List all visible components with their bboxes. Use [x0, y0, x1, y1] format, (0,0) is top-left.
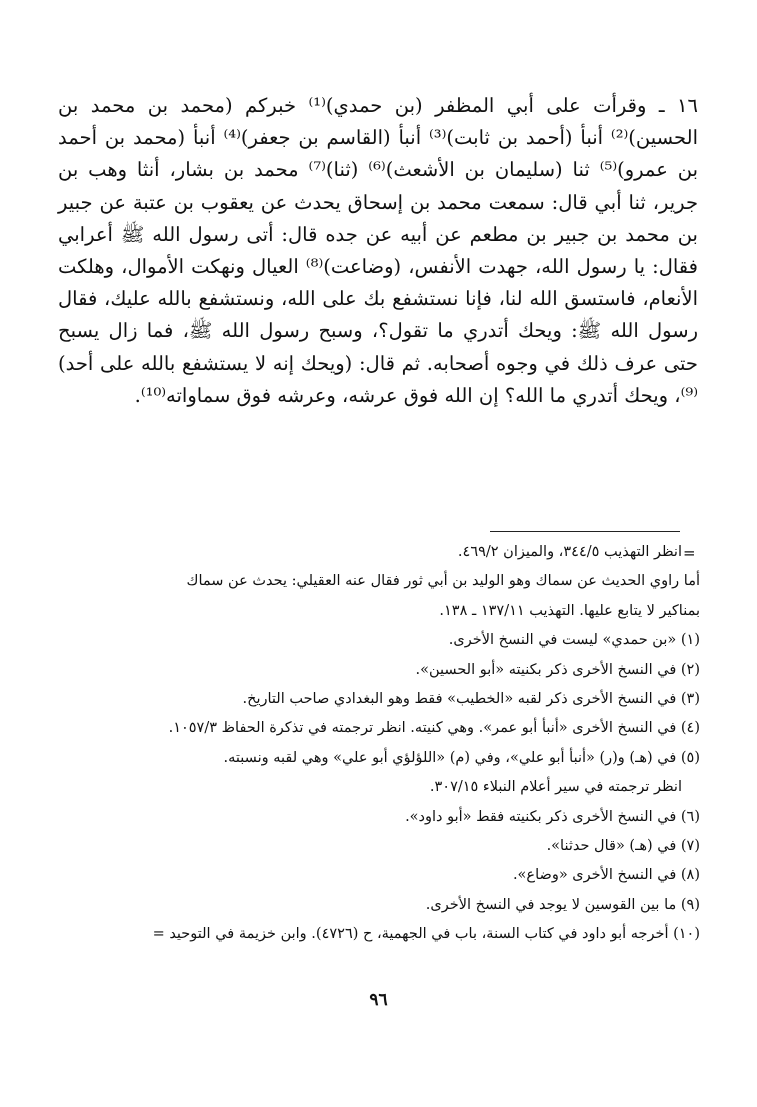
- footnote-5-continued: انظر ترجمته في سير أعلام النبلاء ٣٠٧/١٥.: [429, 779, 682, 796]
- footnote-10: (١٠) أخرجه أبو داود في كتاب السنة، باب في الجهمية، ح (٤٧٢٦). وابن خزيمة في التوحيد =: [152, 926, 700, 943]
- footnote-separator: [490, 531, 680, 532]
- footnote-5: (٥) في (هـ) و(ر) «أنبأ أبو علي»، وفي (م) «اللؤلؤي أبو علي» وهي لقبه ونسبته.: [223, 749, 700, 766]
- footnote-line: بمناكير لا يتابع عليها. التهذيب ١٣٧/١١ ـ ١٣٨.: [439, 602, 700, 619]
- footnote-line: أما راوي الحديث عن سماك وهو الوليد بن أبي ثور فقال عنه العقيلي: يحدث عن سماك: [186, 573, 700, 590]
- footnote-8: (٨) في النسخ الأخرى «وضاع».: [512, 867, 700, 884]
- footnote-1: (١) «بن حمدي» ليست في النسخ الأخرى.: [448, 632, 700, 649]
- footnote-6: (٦) في النسخ الأخرى ذكر بكنيته فقط «أبو داود».: [405, 808, 700, 825]
- hadith-text-block: [58, 90, 698, 412]
- footnote-2: (٢) في النسخ الأخرى ذكر بكنيته «أبو الحسين».: [415, 661, 700, 678]
- continuation-mark: =: [683, 544, 696, 562]
- footnote-4: (٤) في النسخ الأخرى «أنبأ أبو عمر». وهي كنيته. انظر ترجمته في تذكرة الحفاظ ١٠٥٧/٣.: [168, 720, 700, 737]
- page-number: ٩٦: [369, 990, 388, 1010]
- footnote-7: (٧) في (هـ) «قال حدثنا».: [546, 838, 700, 855]
- footnote-9: (٩) ما بين القوسين لا يوجد في النسخ الأخرى.: [425, 896, 700, 913]
- hadith-paragraph: ١٦ ـ وقرأت على أبي المظفر (بن حمدي)⁽¹⁾ خبركم (محمد بن محمد بن الحسين)⁽²⁾ أنبأ (أحمد بن ثابت)⁽³⁾ أنبأ (القاسم بن جعفر)⁽⁴⁾ أنبأ (محمد بن أحمد بن عمرو)⁽⁵⁾ ثنا (سليمان بن الأشعث)⁽⁶⁾ (ثنا)⁽⁷⁾ محمد بن بشار، أنثا وهب بن جرير، ثنا أبي قال: سمعت محمد بن إسحاق يحدث عن يعقوب بن عتبة عن جبير بن محمد بن جبير بن مطعم عن أبيه عن جده قال: أتى رسول الله ﷺ أعرابي فقال: يا رسول الله، جهدت الأنفس، (وضاعت)⁽⁸⁾ العيال ونهكت الأموال، وهلكت الأنعام، فاستسق الله لنا، فإنا نستشفع بك على الله، ونستشفع بالله عليك، فقال رسول الله ﷺ: ويحك أتدري ما تقول؟، وسبح رسول الله ﷺ، فما زال يسبح حتى عرف ذلك في وجوه أصحابه. ثم قال: (ويحك إنه لا يستشفع بالله على أحد)⁽⁹⁾، ويحك أتدري ما الله؟ إن الله فوق عرشه، وعرشه فوق سماواته⁽¹⁰⁾.: [58, 94, 699, 407]
- footnote-line: انظر التهذيب ٣٤٤/٥، والميزان ٤٦٩/٢.: [457, 544, 682, 560]
- footnotes-block: [40, 538, 700, 950]
- footnote-3: (٣) في النسخ الأخرى ذكر لقبه «الخطيب» فقط وهو البغدادي صاحب التاريخ.: [242, 691, 700, 708]
